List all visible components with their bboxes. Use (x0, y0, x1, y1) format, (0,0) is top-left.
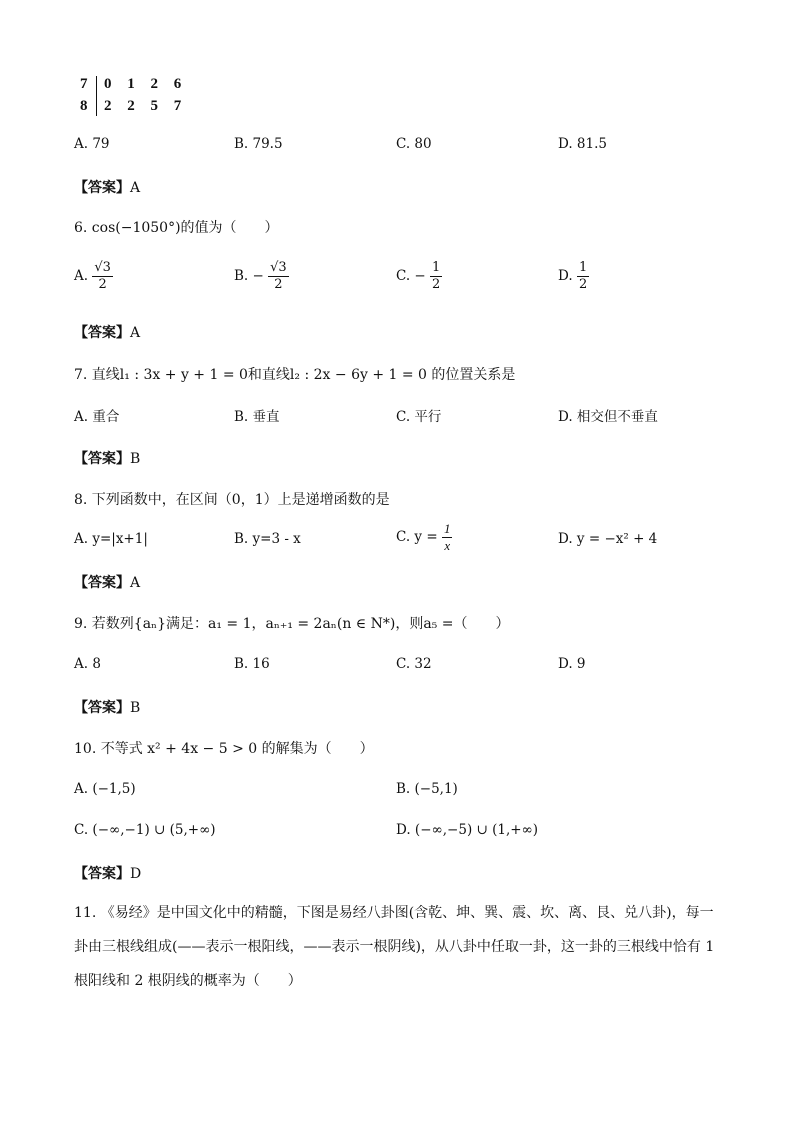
q8-question: 8. 下列函数中，在区间（0，1）上是递增函数的是 (74, 492, 390, 508)
q8-answer: 【答案】A (74, 575, 141, 591)
stem-row-2-leaves: 2 2 5 7 (104, 98, 188, 114)
q5-answer: 【答案】A (74, 180, 141, 196)
q10-option-b: B. (−5,1) (396, 781, 458, 797)
q5-option-c: C. 80 (396, 136, 432, 152)
stem-divider (96, 76, 97, 116)
q9-option-c: C. 32 (396, 656, 432, 672)
q7-option-d: D. 相交但不垂直 (558, 409, 658, 425)
q6-option-c: C. − $\frac{1}{2}$ (396, 260, 441, 292)
q9-option-d: D. 9 (558, 656, 586, 672)
stem-row-1-leaves: 0 1 2 6 (104, 76, 188, 92)
q10-option-d: D. (−∞,−5) ∪ (1,+∞) (396, 822, 539, 838)
q7-question: 7. 直线l₁ : 3x + y + 1 = 0和直线l₂ : 2x − 6y + 1 = 0 的位置关系是 (74, 367, 516, 383)
q8-option-b: B. y=3 - x (234, 531, 301, 547)
q10-option-c: C. (−∞,−1) ∪ (5,+∞) (74, 822, 216, 838)
q8-option-c: C. y = $\frac{1}{x}$ (396, 521, 451, 553)
q7-option-c: C. 平行 (396, 409, 442, 425)
q5-option-d: D. 81.5 (558, 136, 607, 152)
q6-option-d: D. $\frac{1}{2}$ (558, 260, 588, 292)
q8-option-a: A. y=|x+1| (74, 531, 148, 547)
q5-option-b: B. 79.5 (234, 136, 283, 152)
q9-question: 9. 若数列{aₙ}满足：a₁ = 1，aₙ₊₁ = 2aₙ(n ∈ N*)，则a₅ =（ ） (74, 616, 510, 632)
q10-option-a: A. (−1,5) (74, 781, 136, 797)
q10-answer: 【答案】D (74, 866, 142, 882)
q7-option-b: B. 垂直 (234, 409, 280, 425)
q7-option-a: A. 重合 (74, 409, 120, 425)
q11-question: 11. 《易经》是中国文化中的精髓，下图是易经八卦图(含乾、坤、巽、震、坎、离、艮、兑八卦)，每一卦由三根线组成(——表示一根阳线，——表示一根阴线)，从八卦中任取一卦，这一卦的三根线中恰有 1 根阳线和 2 根阴线的概率为（ ） (74, 905, 715, 989)
q6-question: 6. cos(−1050°)的值为（ ） (74, 220, 279, 236)
q5-option-a: A. 79 (74, 136, 110, 152)
stem-row-2-stem: 8 (80, 98, 94, 114)
q7-answer: 【答案】B (74, 451, 141, 467)
q6-option-a: A. $\frac{√3}{2}$ (74, 260, 111, 292)
q9-answer: 【答案】B (74, 700, 141, 716)
q8-option-d: D. y = −x² + 4 (558, 531, 658, 547)
q9-option-a: A. 8 (74, 656, 101, 672)
stem-row-1-stem: 7 (80, 76, 94, 92)
q6-answer: 【答案】A (74, 325, 141, 341)
q10-question: 10. 不等式 x² + 4x − 5 > 0 的解集为（ ） (74, 741, 374, 757)
q9-option-b: B. 16 (234, 656, 270, 672)
q6-option-b: B. − $\frac{√3}{2}$ (234, 260, 287, 292)
